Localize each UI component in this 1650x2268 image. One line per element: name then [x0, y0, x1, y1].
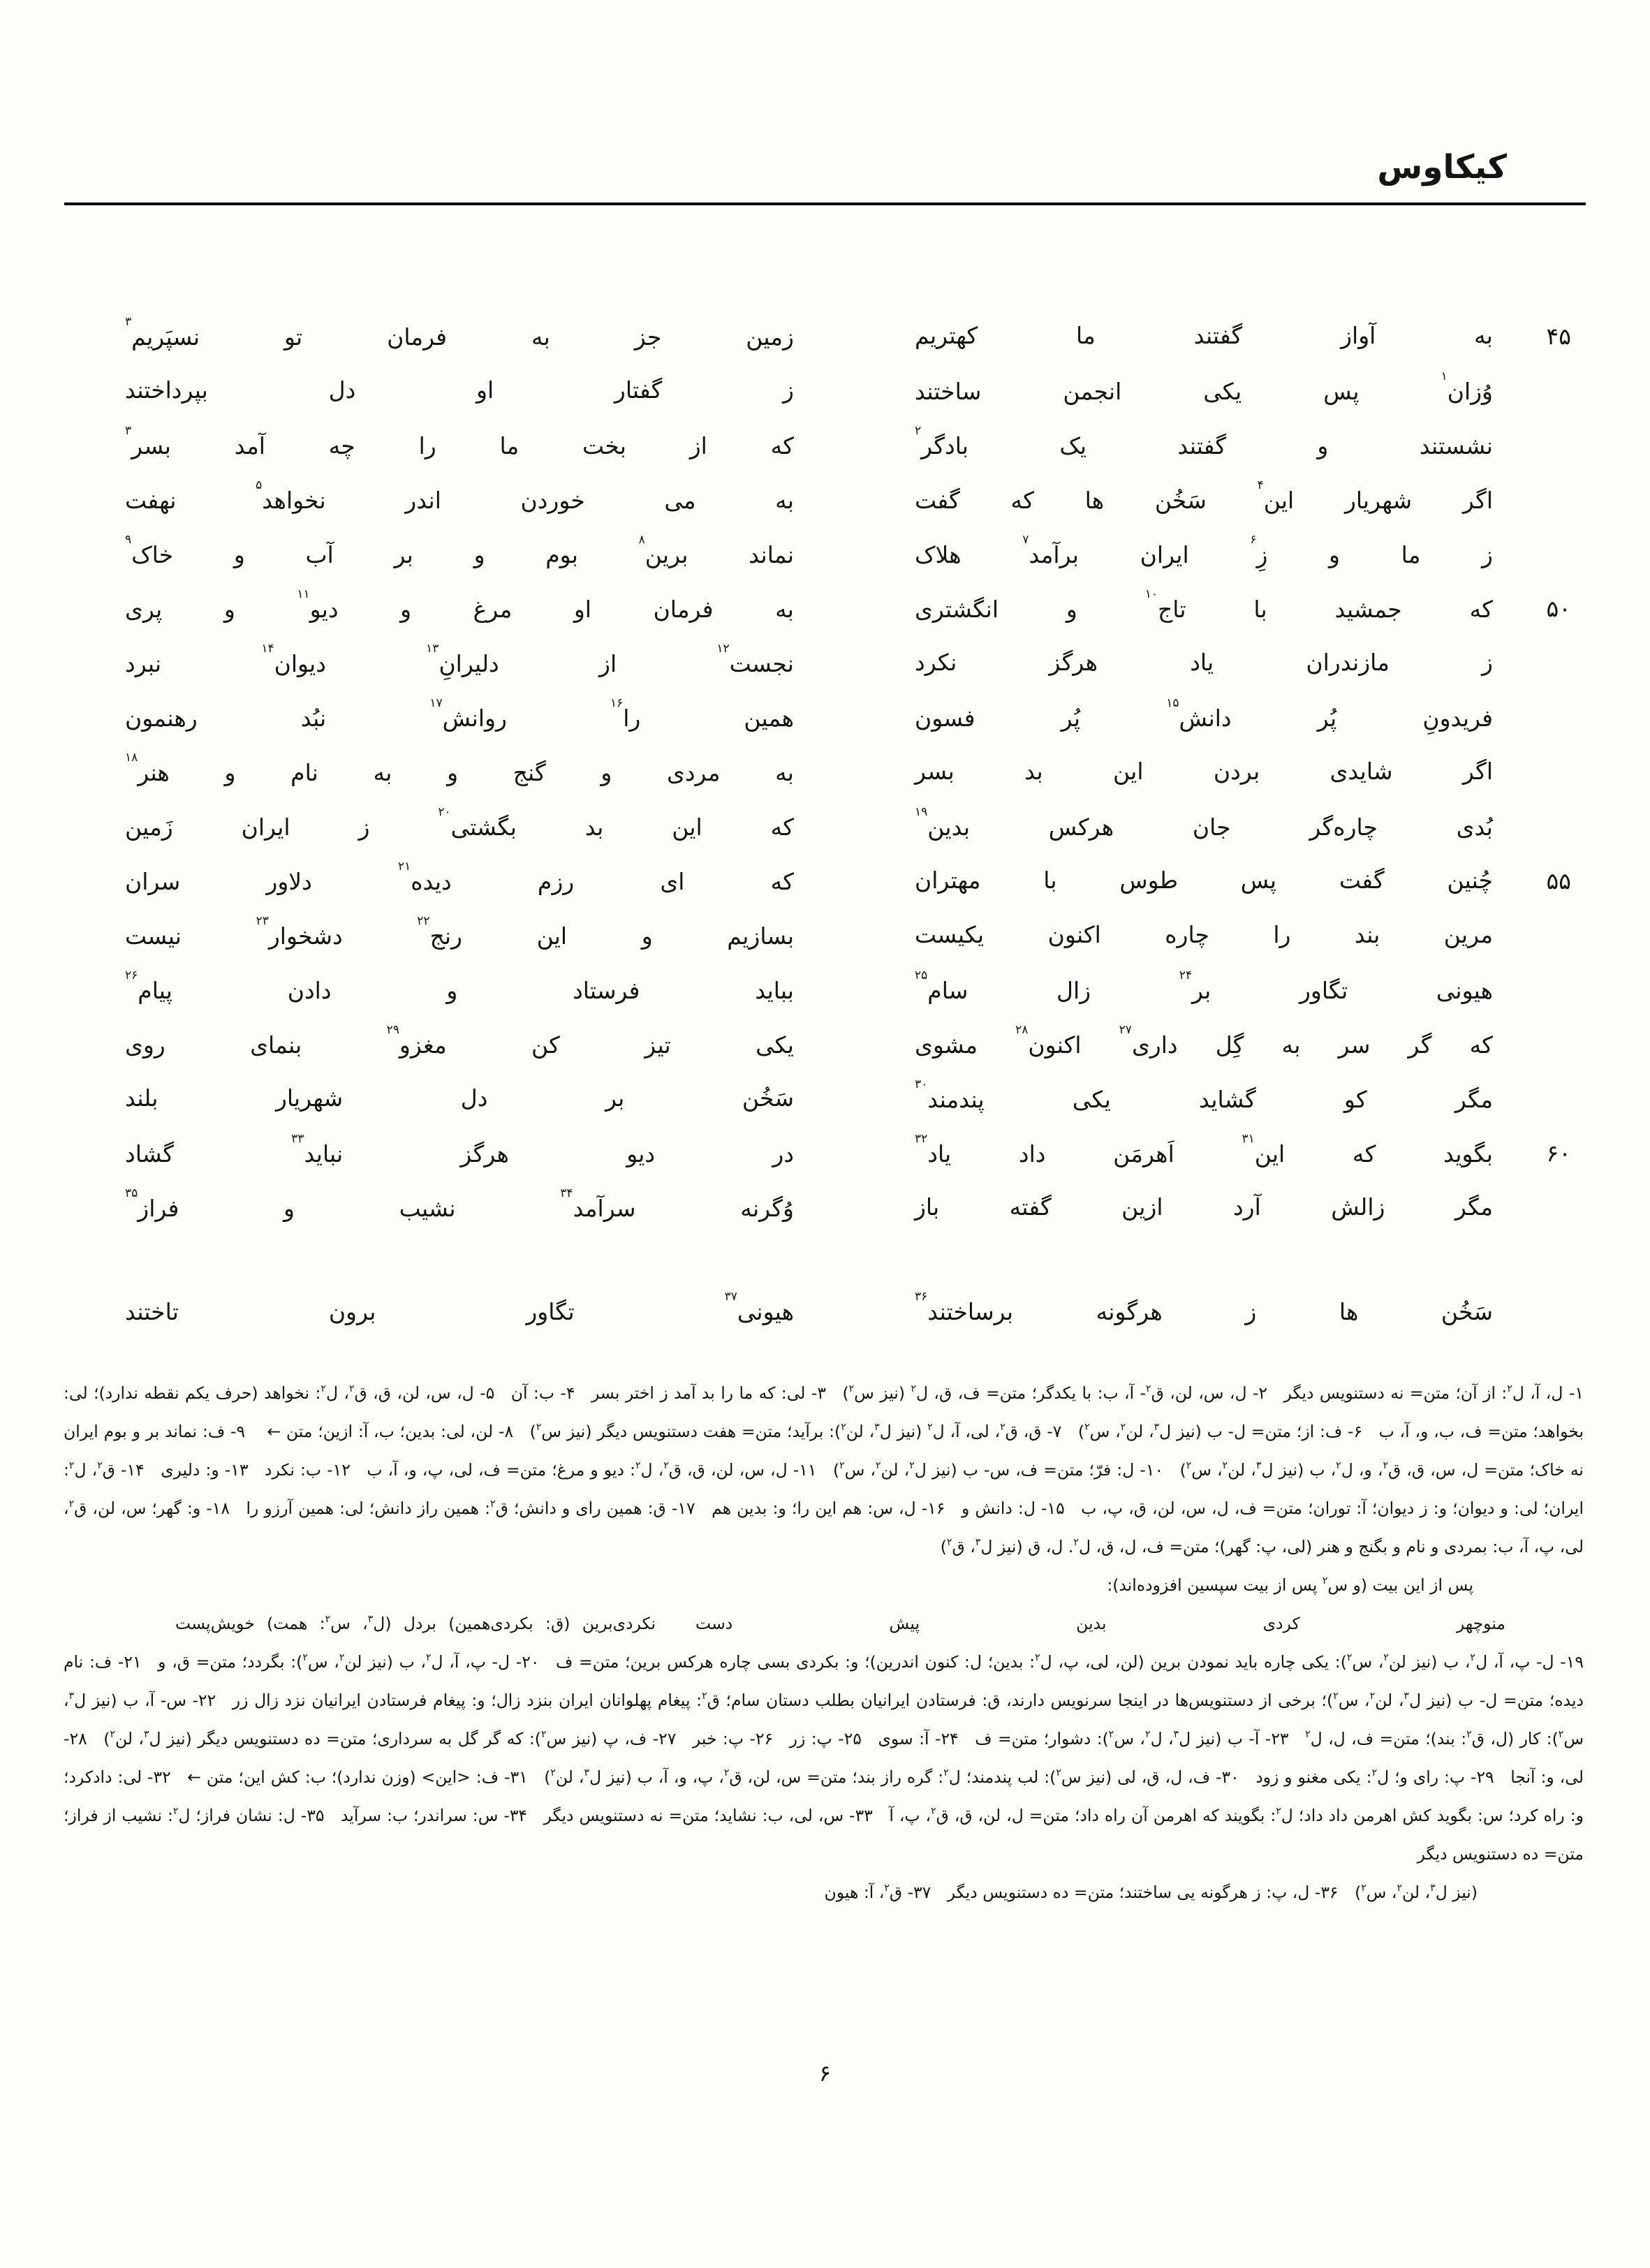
hemistich-right: سَخُن ها ز هرگونه برساختند$^{۳۶}$ [915, 1289, 1493, 1325]
hemistich-left: نماند برین$^۸$ بوم و بر آب و خاک$^۹$ [125, 532, 795, 568]
hemistich-right: اگر شایدی بردن این بد بسر [915, 757, 1493, 785]
couplet-row [122, 962, 1571, 1017]
hemistich-right: ز ما و زِ$^۶$ ایران برآمد$^۷$ هلاک [915, 532, 1493, 568]
footnote-paragraph-tail: (نیز ل$^۳$، لن$^۲$، س$^۲$) ۳۶- ل، پ: ز هرگونه یی ساختند؛ متن= ده دستنویس دیگر ۳۷- ق$^۲$، آ: هیون [824, 1883, 1478, 1902]
couplet-row [122, 1071, 1571, 1126]
couplet-row [122, 1017, 1571, 1071]
couplet-row [122, 690, 1571, 744]
footnotes-section [64, 1374, 1584, 1912]
verse-number: ۵۵ [1546, 867, 1571, 894]
footnote-paragraph-1: ۱- ل، آ، ل$^۲$: از آن؛ متن= نه دستنویس دیگر ۲- ل، س، لن، ق$^۲$- آ، ب: با یکدگر؛ متن= ف، ق، ل$^۲$ (نیز س$^۲$) ۳- لی: که ما را بد آمد ز اختر بسر ۴- ب: آن ۵- ل، س، لن، ق، ق$^۲$، ل$^۲$: نخواهد (حرف یکم نقطه ندارد)؛ لی: بخواهد؛ متن= ف، ب، و، آ، ب ۶- ف: از؛ متن= ل- ب (نیز ل$^۳$، لن$^۲$، س$^۲$) ۷- ق، ق$^۲$، لی، آ، ل$^۲$ (نیز ل$^۳$، لن$^۲$): برآید؛ متن= هفت دستنویس دیگر (نیز س$^۲$) ۸- لن، لی: بدین؛ ب، آ: ازین؛ متن ← ۹- ف: نماند بر و بوم ایران نه خاک؛ متن= ل، س، ق، ق$^۲$، و، ل$^۲$، ب (نیز ل$^۳$، لن$^۲$، س$^۲$) ۱۰- ل: فرّ؛ متن= ف، س- ب (نیز ل$^۲$، لن$^۲$، س$^۲$) ۱۱- ل، س، لن، ق، ق$^۲$، ل$^۲$: دیو و مرغ؛ متن= ف، لی، پ، و، آ، ب ۱۲- ب: نکرد ۱۳- و: دلیری ۱۴- ق$^۲$، ل$^۲$: ایران؛ لی: و دیوان؛ و: ز دیوان؛ آ: توران؛ متن= ف، ل، س، لن، ق، پ، ب ۱۵- ل: دانش و ۱۶- ل، س: هم این را؛ و: بدین هم ۱۷- ق: همین رای و دانش؛ ق$^۲$: همین راز دانش؛ لی: همین آرزو را ۱۸- و: گهر؛ س، لن، ق$^۲$، لی، پ، آ، ب: بمردی و نام و بگنج و هنر (لی، پ: گهر)؛ متن= ف، ل، ق، ل$^۲$. ل، ق (نیز ل$^۳$، ق$^۲$) [64, 1383, 1584, 1556]
page-number: ۶ [818, 2060, 832, 2086]
couplet-row [122, 581, 1571, 635]
couplet-row [122, 363, 1571, 418]
hemistich-right: هیونی تگاور بر$^{۲۴}$ زال سام$^{۲۵}$ [915, 968, 1494, 1004]
couplet-row [122, 1126, 1571, 1180]
inserted-verse-right-hemistich: منوچهر کردی بدین پیش دست [695, 1614, 1505, 1633]
hemistich-left: که از بخت ما را چه آمد بسر$^۳$ [125, 423, 794, 459]
couplet-row [122, 1180, 1571, 1235]
hemistich-left: سَخُن بر دل شهریار بلند [125, 1084, 794, 1112]
hemistich-left: وُگرنه سرآمد$^{۳۴}$ نشیب و فراز$^{۳۵}$ [125, 1186, 794, 1222]
hemistich-right: چُنین گفت پس طوس با مهتران [915, 866, 1493, 894]
couplet-row [122, 799, 1571, 853]
hemistich-right: که گر سر به گِل داری$^{۲۷}$ اکنون$^{۲۸}$ مشوی [915, 1022, 1494, 1059]
verse-number: ۶۰ [1546, 1139, 1571, 1167]
hemistich-left: بسازیم و این رنج$^{۲۲}$ دشخوار$^{۲۳}$ نیست [125, 913, 794, 950]
hemistich-left: نجست$^{۱۲}$ از دلیرانِ$^{۱۳}$ دیوان$^{۱۴}$ نبرد [125, 641, 794, 677]
hemistich-right: مگر کو گشاید یکی پندمند$^{۳۰}$ [915, 1077, 1493, 1113]
verse-number: ۴۵ [1546, 322, 1571, 350]
hemistich-left: یکی تیز کن مغزو$^{۲۹}$ بنمای روی [125, 1022, 794, 1059]
hemistich-left: که این بد بگشتی$^{۲۰}$ ز ایران زَمین [125, 804, 794, 841]
hemistich-left: به مردی و گنج و به نام و هنر$^{۱۸}$ [125, 750, 794, 786]
hemistich-left: زمین جز به فرمان تو نسپَریم$^۳$ [125, 314, 794, 351]
footnote-insert-intro: پس از این بیت (و س$^۲$ پس از بیت سپسین افزوده‌اند): [1107, 1575, 1473, 1595]
header-divider-rule [64, 202, 1586, 205]
hemistich-left: به می خوردن اندر نخواهد$^۵$ نهفت [125, 478, 795, 514]
couplet-row [122, 744, 1571, 799]
hemistich-left: به فرمان او مرغ و دیو$^{۱۱}$ و پری [125, 587, 794, 623]
hemistich-right: به آواز گفتند ما کهتریم [915, 321, 1493, 349]
couplet-row [122, 526, 1571, 581]
hemistich-right: بگوید که این$^{۳۱}$ اَهرمَن داد یاد$^{۳۲}$ [915, 1131, 1493, 1168]
couplet-row [122, 635, 1571, 690]
hemistich-right: مگر زالش آرد ازین گفته باز [915, 1193, 1493, 1221]
hemistich-right: نشستند و گفتند یک بادگر$^۲$ [915, 423, 1493, 459]
hemistich-right: بُدی چاره‌گر جان هرکس بدین$^{۱۹}$ [915, 804, 1493, 841]
hemistich-right: فریدونِ پُر دانش$^{۱۵}$ پُر فسون [915, 695, 1494, 732]
page-title: کیکاوس [1377, 148, 1507, 186]
hemistich-right: وُزان$^۱$ پس یکی انجمن ساختند [915, 369, 1493, 405]
hemistich-left: همین را$^{۱۶}$ روانش$^{۱۷}$ نبُد رهنمون [125, 695, 794, 732]
hemistich-right: ز مازندران یاد هرگز نکرد [915, 648, 1493, 676]
hemistich-left: ز گفتار او دل بپرداختند [125, 376, 794, 404]
hemistich-left: که ای رزم دیده$^{۲۱}$ دلاور سران [125, 859, 794, 895]
hemistich-right: که جمشید با تاج$^{۱۰}$ و انگشتری [915, 587, 1493, 623]
inserted-verse-left-hemistich: نکردی‌برین (ق: بکردی‌همین) بردل (ل$^۳$، س$^۲$: همت) خویش‌پست [175, 1614, 656, 1633]
hemistich-right: مرین بند را چاره اکنون یکیست [915, 920, 1493, 948]
hemistich-left: بباید فرستاد و دادن پیام$^{۲۶}$ [125, 968, 794, 1004]
couplet-row [122, 309, 1571, 363]
couplet-row [122, 1283, 1571, 1338]
hemistich-left: هیونی$^{۳۷}$ تگاور برون تاختند [125, 1289, 794, 1325]
couplet-row [122, 418, 1571, 472]
verse-number: ۵۰ [1546, 594, 1571, 622]
couplet-row [122, 853, 1571, 908]
footnote-paragraph-2: ۱۹- ل- پ، آ، ل$^۲$، ب (نیز لن$^۲$، س$^۲$): یکی چاره باید نمودن برین (لن، لی، پ، ل$^۲$: بدین؛ ل: کنون اندرین)؛ و: بکردی بسی چاره هرکس برین؛ متن= ف ۲۰- ل- پ، آ، ل$^۲$، ب (نیز لن$^۲$، س$^۲$): بگردد؛ متن= ق، و ۲۱- ف: نام دیده؛ متن= ل- ب (نیز ل$^۳$، لن$^۲$، س$^۲$)؛ برخی از دستنویس‌ها در اینجا سرنویس دارند، ق: فرستادن ایرانیان بطلب دستان سام؛ ق$^۲$: پیغام پهلوانان ایران بنزد زال؛ و: پیغام فرستادن ایرانیان نزد زال زر ۲۲- س- آ، ب (نیز ل$^۳$، س$^۲$): کار (ل، ق$^۲$: بند)؛ متن= ف، ل، ل$^۲$ ۲۳- آ- ب (نیز ل$^۳$، ل$^۲$، س$^۲$): دشوار؛ متن= ف ۲۴- آ: سوی ۲۵- پ: زر ۲۶- پ: خبر ۲۷- ف، پ (نیز س$^۲$): که گر گل به سرداری؛ متن= ده دستنویس دیگر (نیز ل$^۳$، لن$^۲$) ۲۸- لی، و: آنجا ۲۹- پ: رای و؛ ل$^۲$: یکی مغنو و زود ۳۰- ف، ل، ق، لی (نیز س$^۲$): لب پندمند؛ ل$^۲$: گره راز بند؛ متن= س، لن، ق$^۲$، پ، و، آ، ب (نیز ل$^۳$، لن$^۲$) ۳۱- ف: <این> (وزن ندارد)؛ ب: کش این؛ متن ← ۳۲- لی: دادکرد؛ و: راه کرد؛ س: بگوید کش اهرمن داد داد؛ ل$^۲$: بگویند که اهرمن آن راه داد؛ متن= ل، لن، ق، ق$^۲$، پ، آ ۳۳- س، لی، ب: نشاید؛ متن= نه دستنویس دیگر ۳۴- س: سراندر؛ ب: سرآید ۳۵- ل: نشان فراز؛ ل$^۲$: نشیب از فراز؛ متن= ده دستنویس دیگر [64, 1652, 1584, 1864]
hemistich-left: در دیو هرگز نباید$^{۳۳}$ گشاد [125, 1131, 795, 1168]
couplet-row [122, 472, 1571, 526]
hemistich-right: اگر شهریار این$^۴$ سَخُن ها که گفت [915, 478, 1493, 514]
couplet-row [122, 908, 1571, 962]
footnote-inserted-verse [64, 1605, 1584, 1643]
poem-section [122, 309, 1571, 1338]
